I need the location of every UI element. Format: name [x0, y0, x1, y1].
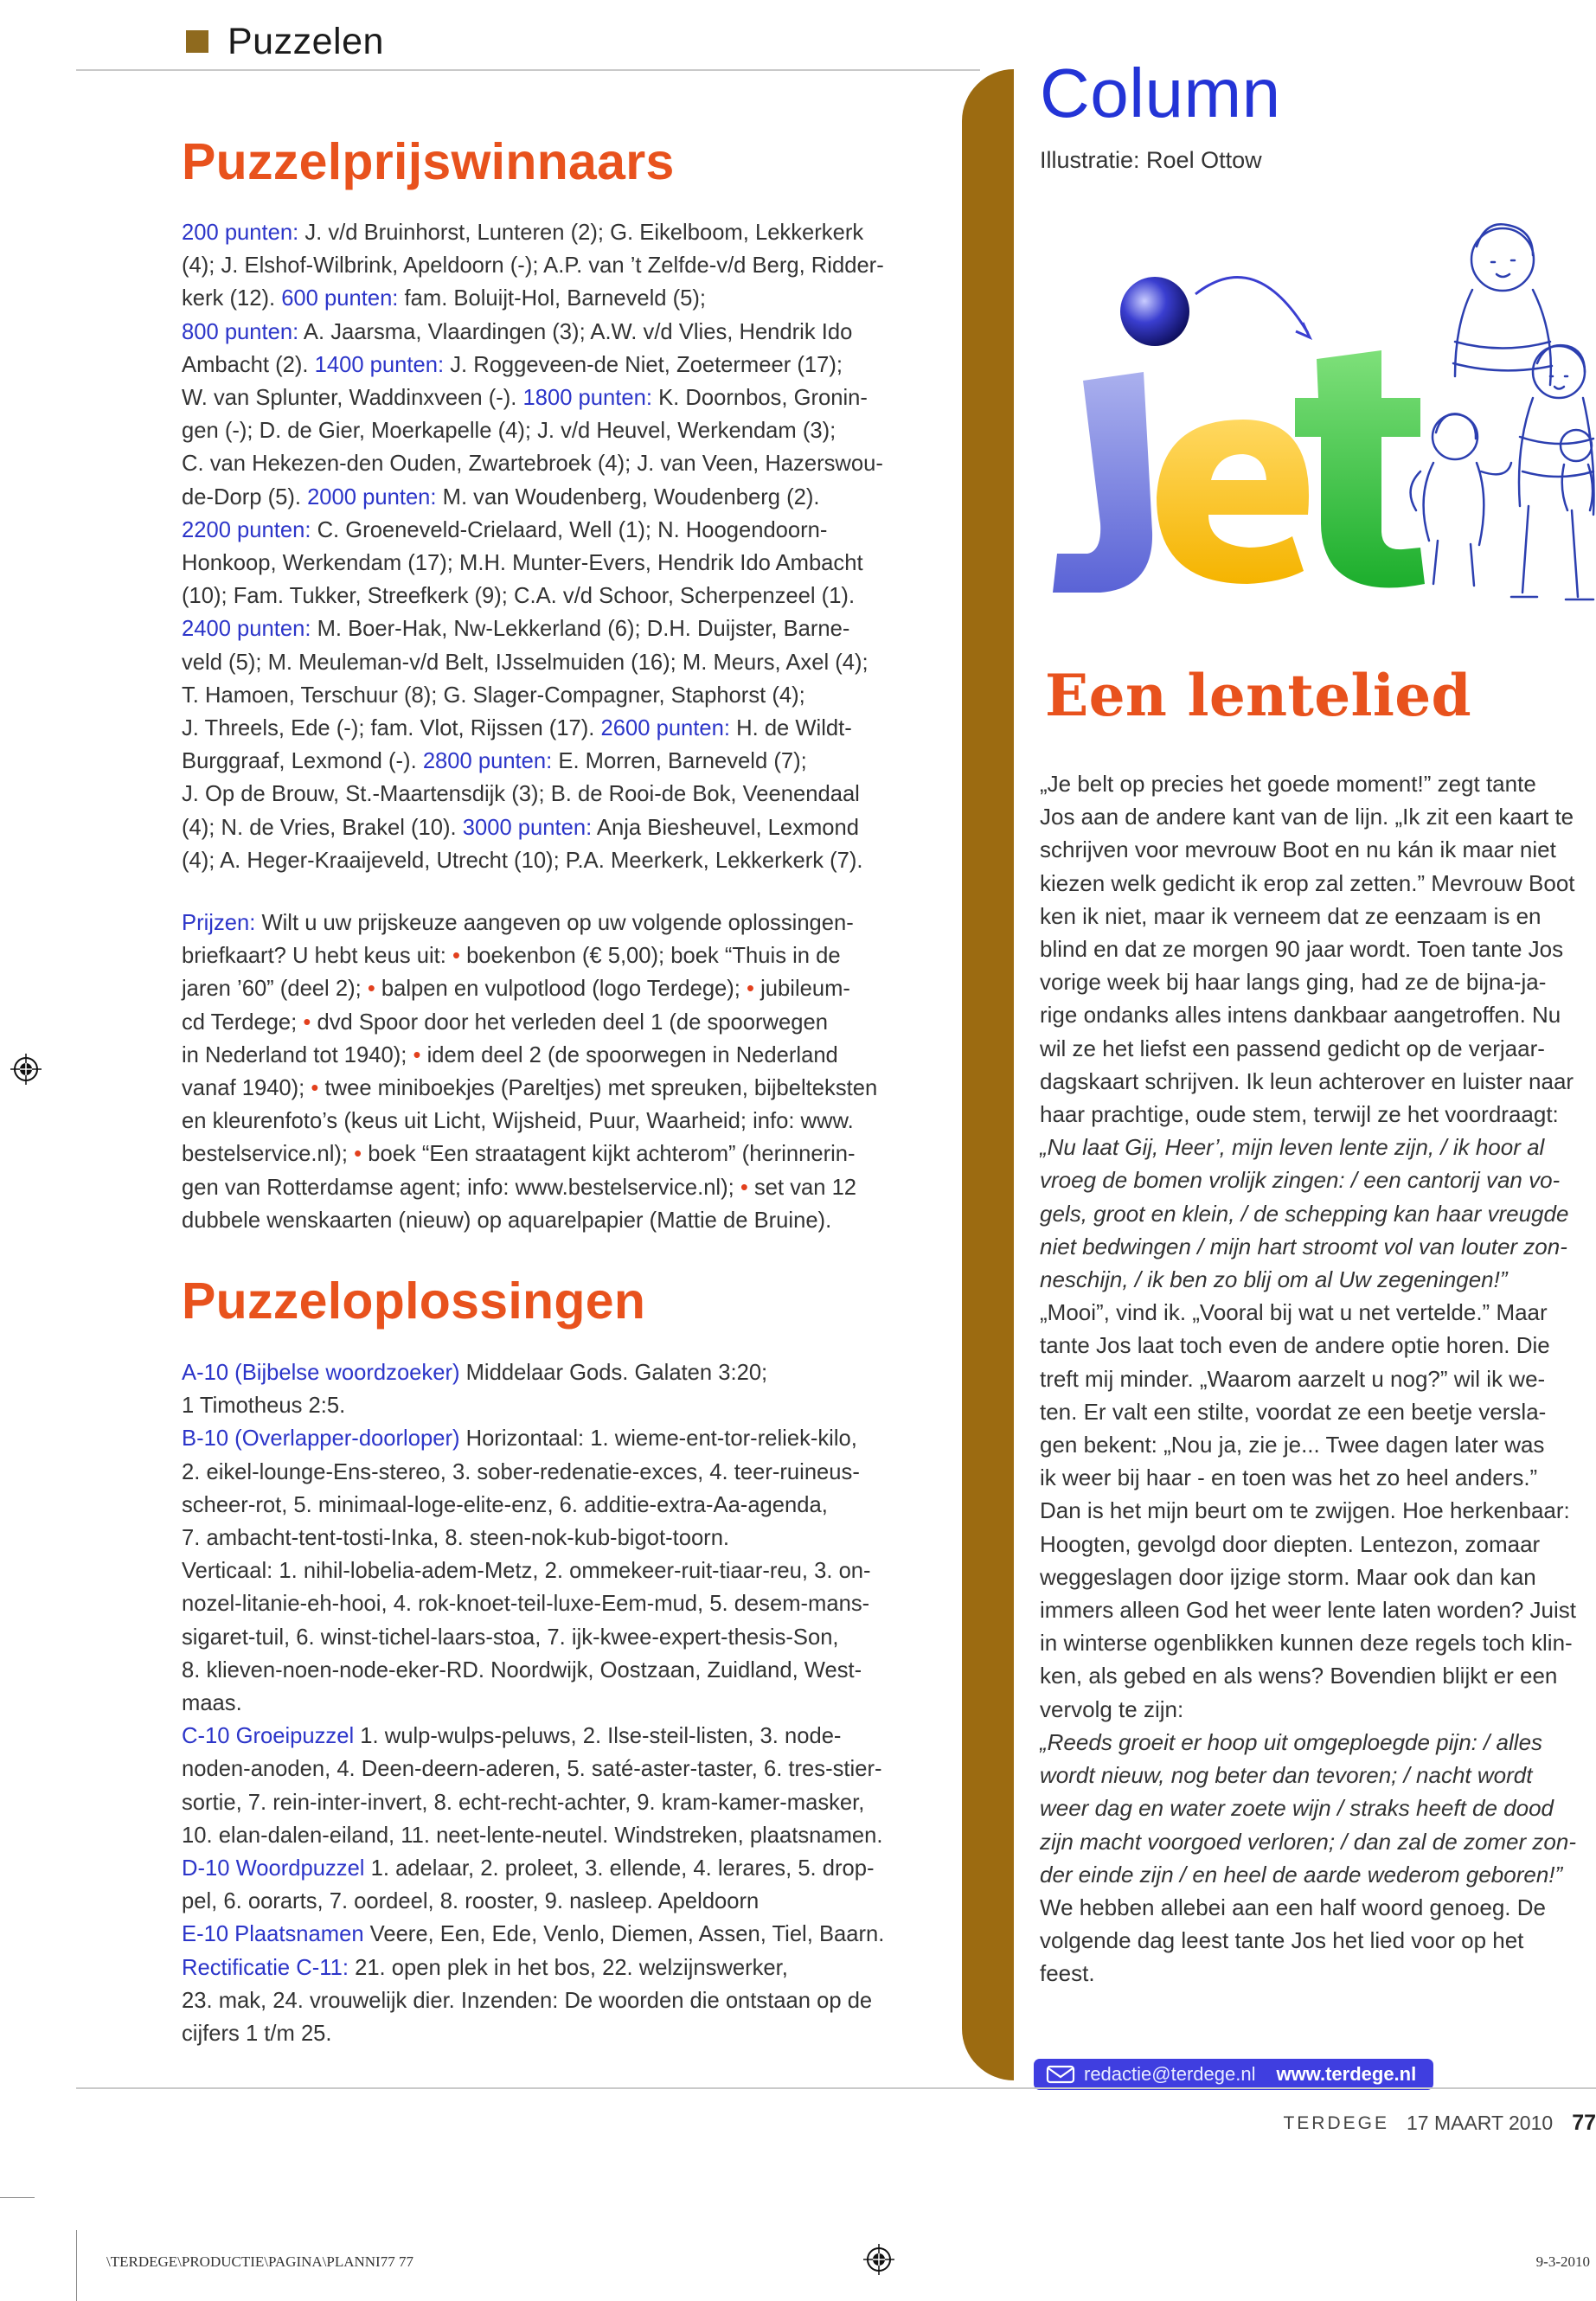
text: C. van Hekezen-den Ouden, Zwartebroek (4); J. van Veen, Hazerswou-: [182, 452, 883, 477]
text-line: [182, 1654, 943, 1687]
footer-date: 17 MAART 2010: [1406, 2112, 1554, 2134]
text: J. v/d Bruinhorst, Lunteren (2); G. Eikelboom, Lekkerkerk: [298, 221, 864, 245]
text: haar prachtige, oude stem, terwijl ze het voordraagt:: [1040, 1101, 1559, 1128]
text: vervolg te zijn:: [1040, 1695, 1184, 1722]
text-line: [1040, 1362, 1596, 1395]
text: dvd Spoor door het verleden deel 1 (de spoorwegen: [311, 1009, 828, 1035]
keyword: 2000 punten:: [307, 484, 437, 510]
text-line: [182, 1356, 943, 1389]
text: treft mij minder. „Waarom aarzelt u nog?” wil ik we-: [1040, 1365, 1546, 1392]
section-header: [186, 17, 384, 66]
keyword: B-10 (Overlapper-doorloper): [182, 1426, 460, 1452]
text-line: [182, 414, 943, 447]
italic-text: neschijn, / ik ben zo blij om al Uw zegeningen!”: [1040, 1266, 1508, 1293]
text: Wilt u uw prijskeuze aangeven op uw volgende oplossingen-: [255, 911, 854, 935]
text-line: [1040, 1296, 1596, 1329]
keyword: 800 punten:: [182, 319, 299, 344]
text: boek “Een straatagent kijkt achterom” (herinnerin-: [362, 1142, 856, 1167]
text: 23. mak, 24. vrouwelijk dier. Inzenden: De woorden die ontstaan op de: [182, 1988, 873, 2013]
text: volgende dag leest tante Jos het lied voor op het: [1040, 1927, 1524, 1954]
story-text: [1040, 767, 1596, 1990]
text-line: [1040, 1858, 1596, 1891]
section-label: Puzzelen: [228, 20, 384, 62]
text: noden-anoden, 4. Deen-deern-aderen, 5. saté-aster-taster, 6. tres-stier-: [182, 1757, 882, 1782]
text-line: [182, 612, 943, 645]
text: wil ze het liefst een passend gedicht op de verjaar-: [1040, 1035, 1545, 1061]
text: Hoogten, gevolgd door diepten. Lentezon, zomaar: [1040, 1530, 1541, 1557]
text: vanaf 1940);: [182, 1076, 311, 1101]
text: J. Op de Brouw, St.-Maartensdijk (3); B. de Rooi-de Bok, Veenendaal: [182, 782, 860, 807]
text: vorige week bij haar langs ging, had ze de bijna-ja-: [1040, 969, 1547, 996]
text: gen bekent: „Nou ja, zie je... Twee dagen later was: [1040, 1432, 1545, 1458]
text: Middelaar Gods. Galaten 3:20;: [459, 1361, 768, 1385]
column-title: Column: [1040, 54, 1281, 131]
text-line: [1040, 1957, 1596, 1990]
text-line: [182, 547, 943, 580]
text-line: [1040, 767, 1596, 800]
text: 10. elan-dalen-eiland, 11. neet-lente-neutel. Windstreken, plaatsnamen.: [182, 1823, 883, 1848]
text-line: [1040, 1098, 1596, 1131]
text: de-Dorp (5).: [182, 484, 308, 510]
text: 1 Timotheus 2:5.: [182, 1394, 346, 1419]
text-line: [182, 1554, 943, 1587]
italic-text: „Reeds groeit er hoop uit omgeploegde pijn: / alles: [1040, 1728, 1543, 1755]
text-line: [182, 381, 943, 414]
text-line: [1040, 965, 1596, 998]
bullet: •: [747, 977, 754, 1002]
keyword: A-10 (Bijbelse woordzoeker): [182, 1361, 460, 1385]
text: scheer-rot, 5. minimaal-loge-elite-enz, 6. additie-extra-Aa-agenda,: [182, 1492, 828, 1517]
text-line: [182, 1105, 943, 1138]
keyword: 2400 punten:: [182, 617, 311, 642]
text-line: [1040, 933, 1596, 965]
text: bestelservice.nl);: [182, 1142, 355, 1167]
text: Dan is het mijn beurt om te zwijgen. Hoe herkenbaar:: [1040, 1497, 1570, 1524]
text: H. de Wildt-: [730, 716, 852, 741]
keyword: 2600 punten:: [600, 716, 730, 741]
italic-text: weer dag en water zoete wijn / straks heeft de dood: [1040, 1795, 1554, 1822]
text-line: [1040, 1561, 1596, 1593]
text: „Mooi”, vind ik. „Vooral bij wat u net vertelde.” Maar: [1040, 1299, 1548, 1326]
text: pel, 6. oorarts, 7. oordeel, 8. rooster, 9. nasleep. Apeldoorn: [182, 1889, 760, 1914]
text: A. Jaarsma, Vlaardingen (3); A.W. v/d Vlies, Hendrik Ido: [298, 319, 853, 344]
story-title: Een lentelied: [1045, 662, 1471, 729]
text: kerk (12).: [182, 286, 282, 311]
keyword: 1400 punten:: [314, 352, 445, 377]
text: rige ondanks alles intens dankbaar aangetroffen. Nu: [1040, 1002, 1561, 1029]
text-line: [1040, 1659, 1596, 1692]
text: 21. open plek in het bos, 22. welzijnswerker,: [348, 1955, 788, 1980]
footer-page-number: 77: [1572, 2111, 1596, 2135]
text: 7. ambacht-tent-tosti-Inka, 8. steen-nok-kub-bigot-toorn.: [182, 1526, 730, 1551]
text: (4); J. Elshof-Wilbrink, Apeldoorn (-); A.P. van ’t Zelfde-v/d Berg, Ridder-: [182, 253, 884, 279]
text: twee miniboekjes (Pareltjes) met spreuken, bijbelteksten: [318, 1076, 878, 1101]
column-story: [1040, 767, 1596, 1990]
text-line: [1040, 1163, 1596, 1196]
text-line: [182, 844, 943, 877]
text: Jos aan de andere kant van de lijn. „Ik zit een kaart te: [1040, 804, 1574, 830]
text: 1. adelaar, 2. proleet, 3. ellende, 4. lerares, 5. drop-: [364, 1856, 875, 1881]
bullet: •: [354, 1142, 362, 1167]
print-slug-date: 9-3-2010: [1535, 2253, 1590, 2270]
text-line: [1040, 1626, 1596, 1659]
text-line: [182, 481, 943, 514]
italic-text: „Nu laat Gij, Heer’, mijn leven lente zijn, / ik hoor al: [1040, 1134, 1545, 1161]
text-line: [1040, 1693, 1596, 1726]
text-line: [182, 216, 943, 249]
text: J. Threels, Ede (-); fam. Vlot, Rijssen (17).: [182, 716, 601, 741]
italic-text: niet bedwingen / mijn hart stroomt vol van louter zon-: [1040, 1233, 1567, 1259]
text-line: [182, 1952, 943, 1984]
text: dubbele wenskaarten (nieuw) op aquarelpapier (Mattie de Bruine).: [182, 1208, 832, 1233]
jet-illustration: [1048, 212, 1596, 623]
keyword: 600 punten:: [281, 286, 399, 311]
text: immers alleen God het weer lente laten worden? Juist: [1040, 1597, 1576, 1624]
children-sketch: [1411, 224, 1594, 599]
text: sigaret-tuil, 6. winst-tichel-laars-stoa, 7. ijk-kwee-expert-thesis-Son,: [182, 1625, 839, 1650]
text: J. Roggeveen-de Niet, Zoetermeer (17);: [444, 352, 843, 377]
text-line: [182, 316, 943, 349]
text: Horizontaal: 1. wieme-ent-tor-reliek-kilo,: [459, 1426, 857, 1452]
text: 8. klieven-noen-node-eker-RD. Noordwijk, Oostzaan, Zuidland, West-: [182, 1657, 862, 1682]
keyword: E-10 Plaatsnamen: [182, 1922, 364, 1947]
text: E. Morren, Barneveld (7);: [552, 749, 807, 774]
text-line: [182, 1072, 943, 1105]
text: W. van Splunter, Waddinxveen (-).: [182, 386, 523, 411]
keyword: C-10 Groeipuzzel: [182, 1724, 355, 1749]
keyword: 2800 punten:: [422, 749, 553, 774]
text-line: [182, 580, 943, 612]
text: ken, als gebed en als wens? Bovendien blijkt er een: [1040, 1663, 1558, 1689]
text-line: [182, 1522, 943, 1554]
keyword: 2200 punten:: [182, 517, 311, 542]
logo-letter-j: [1053, 372, 1152, 593]
text-line: [182, 1786, 943, 1819]
text: Ambacht (2).: [182, 352, 315, 377]
text: „Je belt op precies het goede moment!” zegt tante: [1040, 771, 1536, 797]
blue-ball-icon: [1120, 277, 1189, 346]
text-line: [182, 1456, 943, 1489]
text-line: [182, 1039, 943, 1072]
text-line: [1040, 1825, 1596, 1858]
text: blind en dat ze morgen 90 jaar wordt. Toen tante Jos: [1040, 936, 1564, 963]
text: balpen en vulpotlood (logo Terdege);: [375, 977, 747, 1002]
text-line: [182, 1819, 943, 1852]
text-line: [182, 1489, 943, 1522]
text: Anja Biesheuvel, Lexmond: [592, 815, 859, 840]
winners-text: [182, 216, 943, 877]
text: We hebben allebei aan een half woord genoeg. De: [1040, 1894, 1546, 1920]
text: M. van Woudenberg, Woudenberg (2).: [436, 484, 820, 510]
text: jubileum-: [754, 977, 850, 1002]
text-line: [182, 1204, 943, 1237]
text-line: [1040, 1131, 1596, 1163]
text-line: [182, 778, 943, 811]
text-line: [182, 646, 943, 679]
keyword: 3000 punten:: [462, 815, 593, 840]
text-line: [182, 249, 943, 282]
keyword: 200 punten:: [182, 221, 299, 245]
text-line: [182, 1687, 943, 1720]
prizes-text: [182, 907, 943, 1237]
text: (4); N. de Vries, Brakel (10).: [182, 815, 463, 840]
text: dagskaart schrijven. Ik leun achterover en luister naar: [1040, 1067, 1574, 1094]
text-line: [1040, 833, 1596, 866]
contact-website-link[interactable]: www.terdege.nl: [1276, 2063, 1417, 2085]
text-line: [1040, 1230, 1596, 1263]
solutions-text: [182, 1356, 943, 2050]
logo-letter-t: [1295, 350, 1425, 588]
text: ken ik niet, maar ik verneem dat ze eenzaam is en: [1040, 902, 1542, 929]
text-line: [182, 939, 943, 972]
text: kiezen welk gedicht ik erop zal zetten.” Mevrouw Boot: [1040, 869, 1575, 896]
text-line: [1040, 1726, 1596, 1759]
text: ik weer bij haar - en toen was het zo heel anders.”: [1040, 1465, 1538, 1491]
text-line: [1040, 1395, 1596, 1428]
italic-text: vroeg de bomen vrolijk zingen: / een cantorij van vo-: [1040, 1167, 1561, 1194]
text-line: [1040, 998, 1596, 1031]
footer-publication: TERDEGE: [1283, 2112, 1389, 2133]
text-line: [182, 1006, 943, 1039]
italic-text: gels, groot en klein, / de schepping kan haar vreugde: [1040, 1200, 1569, 1227]
text-line: [1040, 1428, 1596, 1461]
crop-mark: [76, 2230, 77, 2301]
text-line: [1040, 1593, 1596, 1626]
text: idem deel 2 (de spoorwegen in Nederland: [420, 1042, 838, 1067]
text: fam. Boluijt-Hol, Barneveld (5);: [398, 286, 707, 311]
text-line: [182, 2017, 943, 2050]
footer-rule: [76, 2087, 1596, 2089]
text: Honkoop, Werkendam (17); M.H. Munter-Evers, Hendrik Ido Ambacht: [182, 551, 863, 576]
text: (10); Fam. Tukker, Streefkerk (9); C.A. v/d Schoor, Scherpenzeel (1).: [182, 584, 856, 609]
text: gen van Rotterdamse agent; info: www.bestelservice.nl);: [182, 1175, 740, 1200]
text-line: [182, 514, 943, 547]
text: en kleurenfoto’s (keus uit Licht, Wijsheid, Puur, Waarheid; info: www.: [182, 1109, 854, 1134]
contact-email-link[interactable]: redactie@terdege.nl: [1084, 2063, 1256, 2085]
text-line: [182, 1422, 943, 1455]
text-line: [1040, 1461, 1596, 1494]
text-line: [182, 1138, 943, 1170]
text-line: [1040, 1791, 1596, 1824]
text: nozel-litanie-eh-hooi, 4. rok-knoet-teil-luxe-Eem-mud, 5. desem-mans-: [182, 1592, 870, 1617]
text-line: [1040, 1263, 1596, 1296]
text: T. Hamoen, Terschuur (8); G. Slager-Compagner, Staphorst (4);: [182, 683, 805, 708]
italic-text: wordt nieuw, nog beter dan tevoren; / nacht wordt: [1040, 1762, 1533, 1789]
text-line: [1040, 1197, 1596, 1230]
text: cd Terdege;: [182, 1009, 304, 1035]
text-line: [1040, 1891, 1596, 1924]
italic-text: der einde zijn / en heel de aarde wederom geboren!”: [1040, 1861, 1563, 1888]
text: schrijven voor mevrouw Boot en nu kán ik maar niet: [1040, 836, 1556, 863]
text-line: [182, 447, 943, 480]
text-line: [182, 1984, 943, 2017]
text: ten. Er valt een stilte, voordat ze een beetje versla-: [1040, 1398, 1547, 1425]
keyword: 1800 punten:: [522, 386, 652, 411]
text: sortie, 7. rein-inter-invert, 8. echt-recht-achter, 9. kram-kamer-masker,: [182, 1790, 865, 1815]
text: tante Jos laat toch even de andere optie horen. Die: [1040, 1332, 1550, 1359]
text: Burggraaf, Lexmond (-).: [182, 749, 423, 774]
prizes-block: [182, 907, 943, 1237]
contact-box: [1034, 2059, 1433, 2090]
text: Veere, Een, Ede, Venlo, Diemen, Assen, Tiel, Baarn.: [363, 1922, 885, 1947]
text: boekenbon (€ 5,00); boek “Thuis in de: [459, 944, 841, 969]
bullet: •: [740, 1175, 748, 1200]
bullet: •: [413, 1042, 421, 1067]
italic-text: zijn macht voorgoed verloren; / dan zal de zomer zon-: [1040, 1828, 1576, 1855]
keyword: Rectificatie C-11:: [182, 1955, 349, 1980]
text-line: [182, 712, 943, 745]
text-line: [1040, 1329, 1596, 1362]
text-line: [182, 349, 943, 381]
text: weggeslagen door ijzige storm. Maar ook dan kan: [1040, 1563, 1536, 1590]
text: in winterse ogenblikken kunnen deze regels toch klin-: [1040, 1630, 1573, 1657]
text-line: [1040, 1494, 1596, 1527]
text-line: [182, 972, 943, 1005]
bullet: •: [303, 1009, 311, 1035]
text-line: [182, 1621, 943, 1654]
text-line: [182, 1720, 943, 1753]
illustration-credit: Illustratie: Roel Ottow: [1040, 147, 1262, 173]
text-line: [182, 1852, 943, 1885]
text: veld (5); M. Meuleman-v/d Belt, IJsselmuiden (16); M. Meurs, Axel (4);: [182, 650, 869, 675]
text: set van 12: [747, 1175, 857, 1200]
text-line: [182, 1587, 943, 1620]
text-line: [182, 811, 943, 844]
text: (4); A. Heger-Kraaijeveld, Utrecht (10); P.A. Meerkerk, Lekkerkerk (7).: [182, 848, 863, 873]
text: in Nederland tot 1940);: [182, 1042, 413, 1067]
registration-mark-icon: [10, 1054, 42, 1085]
text-line: [182, 1753, 943, 1785]
text: gen (-); D. de Gier, Moerkapelle (4); J. v/d Heuvel, Werkendam (3);: [182, 419, 836, 444]
bullet: •: [452, 944, 460, 969]
winners-title: Puzzelprijswinnaars: [182, 133, 675, 190]
text-line: [1040, 867, 1596, 900]
text: C. Groeneveld-Crielaard, Well (1); N. Hoogendoorn-: [311, 517, 828, 542]
crop-mark: [0, 2197, 35, 2198]
text-line: [182, 679, 943, 712]
text: cijfers 1 t/m 25.: [182, 2022, 332, 2047]
text: maas.: [182, 1691, 242, 1716]
solutions-title: Puzzeloplossingen: [182, 1272, 646, 1330]
text: Verticaal: 1. nihil-lobelia-adem-Metz, 2. ommekeer-ruit-tiaar-reu, 3. on-: [182, 1559, 871, 1584]
column-separator-bar: [962, 69, 1014, 2080]
text-line: [1040, 800, 1596, 833]
logo-letter-e: [1157, 420, 1309, 584]
winners-list: [182, 216, 943, 877]
text-line: [182, 1885, 943, 1918]
text: jaren ’60” (deel 2);: [182, 977, 368, 1002]
section-marker-square: [186, 30, 208, 53]
text-line: [1040, 1759, 1596, 1791]
text-line: [182, 907, 943, 939]
text-line: [182, 1918, 943, 1951]
footer-info: [1283, 2111, 1596, 2136]
text-line: [1040, 1528, 1596, 1561]
keyword: D-10 Woordpuzzel: [182, 1856, 365, 1881]
text-line: [1040, 1924, 1596, 1957]
keyword: Prijzen:: [182, 911, 256, 935]
text: 1. wulp-wulps-peluws, 2. Ilse-steil-listen, 3. node-: [354, 1724, 842, 1749]
text-line: [182, 282, 943, 315]
bullet: •: [311, 1076, 319, 1101]
bullet: •: [367, 977, 375, 1002]
text-line: [182, 1171, 943, 1204]
print-slug-path: \TERDEGE\PRODUCTIE\PAGINA\PLANNI77 77: [106, 2253, 413, 2270]
text: briefkaart? U hebt keus uit:: [182, 944, 452, 969]
text: 2. eikel-lounge-Ens-stereo, 3. sober-redenatie-exces, 4. teer-ruineus-: [182, 1459, 860, 1484]
header-rule: [76, 69, 980, 71]
solutions-list: [182, 1356, 943, 2050]
text: M. Boer-Hak, Nw-Lekkerland (6); D.H. Duijster, Barne-: [311, 617, 850, 642]
text-line: [1040, 1065, 1596, 1098]
text: K. Doornbos, Gronin-: [651, 386, 868, 411]
text-line: [1040, 900, 1596, 933]
text: feest.: [1040, 1960, 1095, 1987]
registration-mark-icon: [863, 2244, 894, 2275]
text-line: [182, 745, 943, 778]
text-line: [182, 1389, 943, 1422]
mail-icon: [1046, 2065, 1075, 2084]
text-line: [1040, 1032, 1596, 1065]
